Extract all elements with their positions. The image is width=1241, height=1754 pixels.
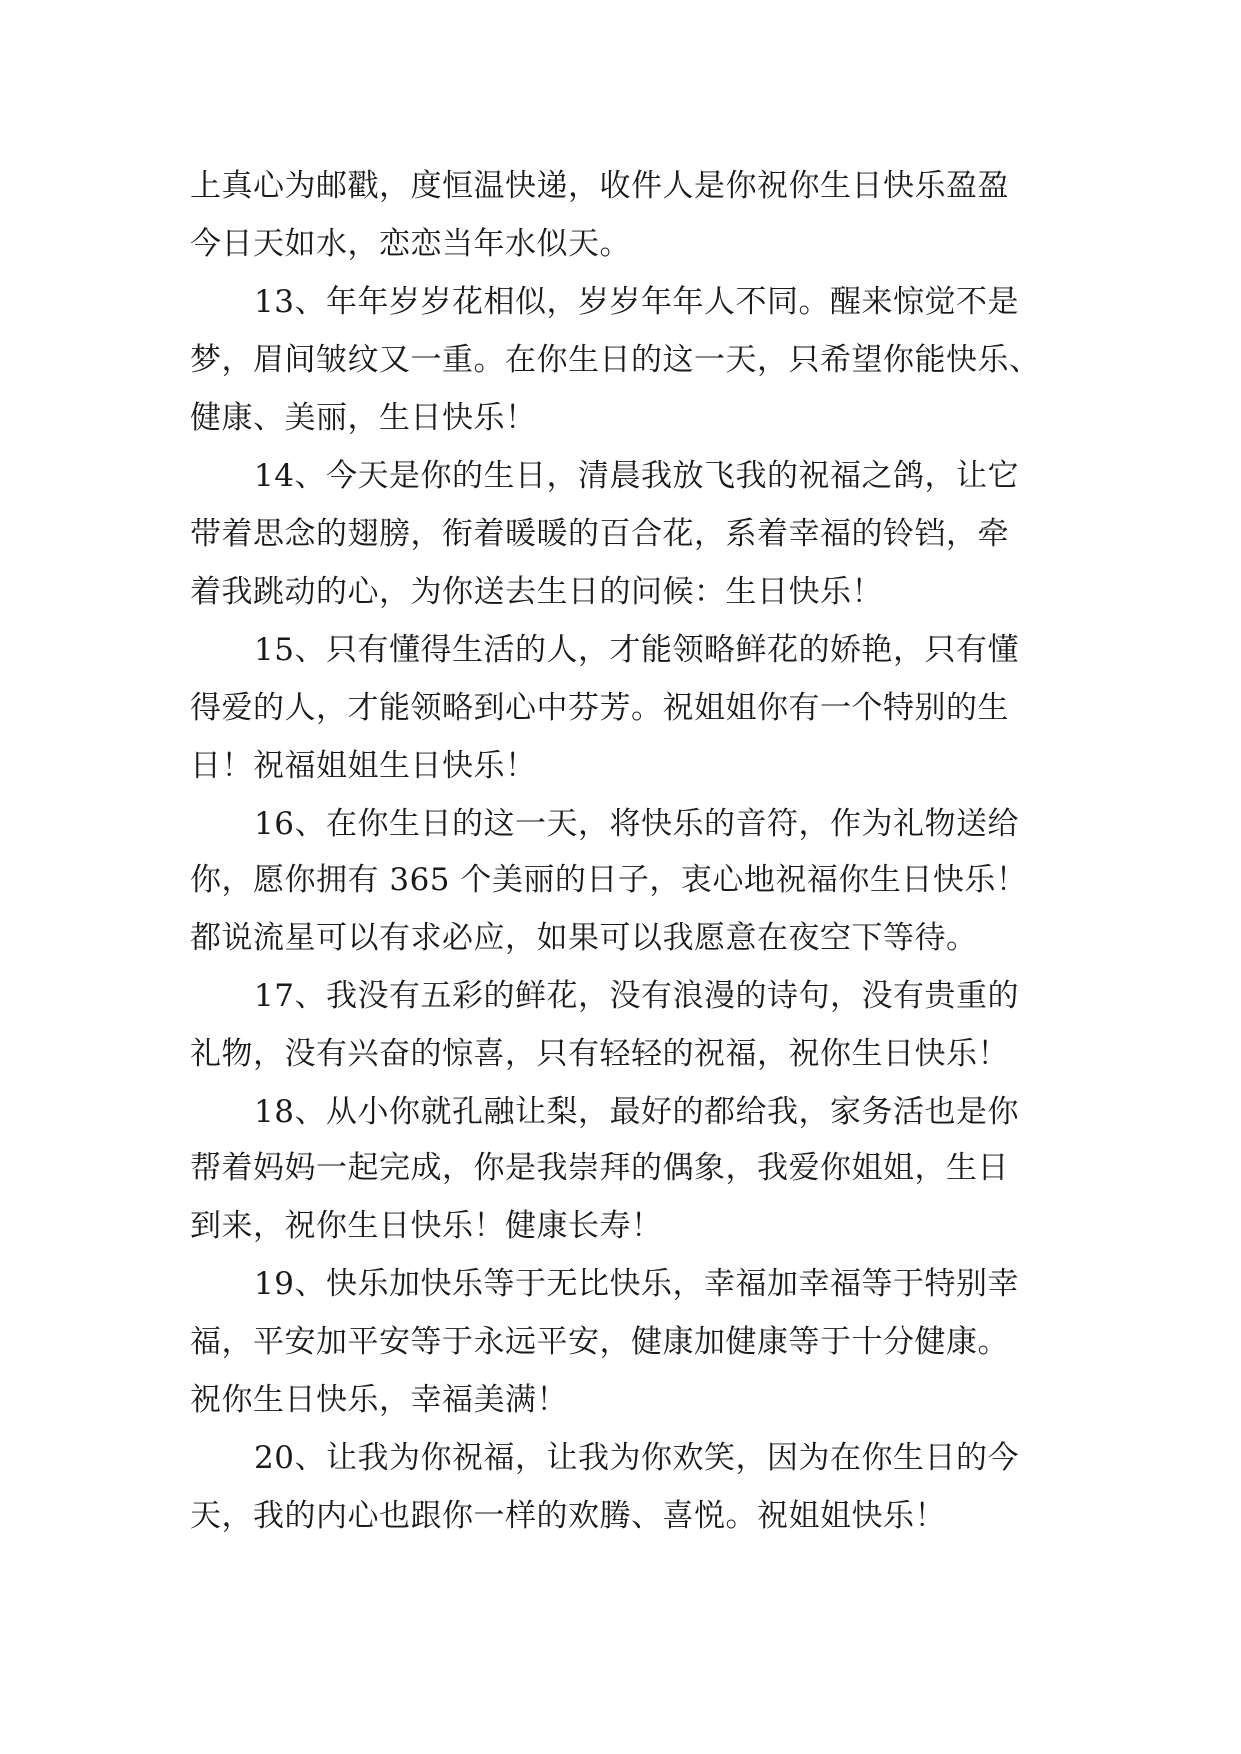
text-line xyxy=(0,562,1241,622)
paragraph-start-line xyxy=(0,794,1241,854)
paragraph-start-line xyxy=(0,1254,1241,1314)
text-line xyxy=(0,214,1241,274)
line-text: 得爱的人，才能领略到心中芬芳。祝姐姐你有一个特别的生 xyxy=(190,690,1009,726)
line-text: 天，我的内心也跟你一样的欢腾、喜悦。祝姐姐快乐！ xyxy=(190,1498,946,1534)
text-line xyxy=(0,1024,1241,1084)
line-text: 带着思念的翅膀，衔着暖暖的百合花，系着幸福的铃铛，牵 xyxy=(190,516,1009,552)
line-text: 17、我没有五彩的鲜花，没有浪漫的诗句，没有贵重的 xyxy=(254,978,1019,1014)
text-line xyxy=(0,1138,1241,1198)
text-line xyxy=(0,1370,1241,1430)
text-line xyxy=(0,388,1241,448)
line-text: 健康、美丽，生日快乐！ xyxy=(190,400,537,436)
line-text: 梦，眉间皱纹又一重。在你生日的这一天，只希望你能快乐、 xyxy=(190,342,1041,378)
line-text: 13、年年岁岁花相似，岁岁年年人不同。醒来惊觉不是 xyxy=(254,284,1019,320)
line-text: 14、今天是你的生日，清晨我放飞我的祝福之鸽，让它 xyxy=(254,458,1019,494)
line-text: 福，平安加平安等于永远平安，健康加健康等于十分健康。 xyxy=(190,1324,1009,1360)
line-text: 日！祝福姐姐生日快乐！ xyxy=(190,748,537,784)
paragraph-start-line xyxy=(0,966,1241,1026)
text-line xyxy=(0,156,1241,216)
line-text: 到来，祝你生日快乐！健康长寿！ xyxy=(190,1208,663,1244)
text-line xyxy=(0,908,1241,968)
text-line xyxy=(0,850,1241,910)
line-text: 15、只有懂得生活的人，才能领略鲜花的娇艳，只有懂 xyxy=(254,632,1019,668)
text-line xyxy=(0,504,1241,564)
line-text: 18、从小你就孔融让梨，最好的都给我，家务活也是你 xyxy=(254,1094,1019,1130)
line-text: 都说流星可以有求必应，如果可以我愿意在夜空下等待。 xyxy=(190,920,978,956)
line-text: 你，愿你拥有 365 个美丽的日子，衷心地祝福你生日快乐！ xyxy=(190,862,1028,898)
text-line xyxy=(0,1486,1241,1546)
text-line xyxy=(0,330,1241,390)
line-text: 19、快乐加快乐等于无比快乐，幸福加幸福等于特别幸 xyxy=(254,1266,1019,1302)
text-line xyxy=(0,1312,1241,1372)
line-text: 帮着妈妈一起完成，你是我崇拜的偶象，我爱你姐姐，生日 xyxy=(190,1150,1009,1186)
text-line xyxy=(0,1196,1241,1256)
paragraph-start-line xyxy=(0,1428,1241,1488)
line-text: 上真心为邮戳，度恒温快递，收件人是你祝你生日快乐盈盈 xyxy=(190,168,1009,204)
line-text: 今日天如水，恋恋当年水似天。 xyxy=(190,226,631,262)
line-text: 祝你生日快乐，幸福美满！ xyxy=(190,1382,568,1418)
line-text: 礼物，没有兴奋的惊喜，只有轻轻的祝福，祝你生日快乐！ xyxy=(190,1036,1009,1072)
paragraph-start-line xyxy=(0,620,1241,680)
paragraph-start-line xyxy=(0,446,1241,506)
paragraph-start-line xyxy=(0,272,1241,332)
line-text: 20、让我为你祝福，让我为你欢笑，因为在你生日的今 xyxy=(254,1440,1019,1476)
paragraph-start-line xyxy=(0,1082,1241,1142)
line-text: 16、在你生日的这一天，将快乐的音符，作为礼物送给 xyxy=(254,806,1019,842)
line-text: 着我跳动的心，为你送去生日的问候：生日快乐！ xyxy=(190,574,883,610)
text-line xyxy=(0,736,1241,796)
text-line xyxy=(0,678,1241,738)
